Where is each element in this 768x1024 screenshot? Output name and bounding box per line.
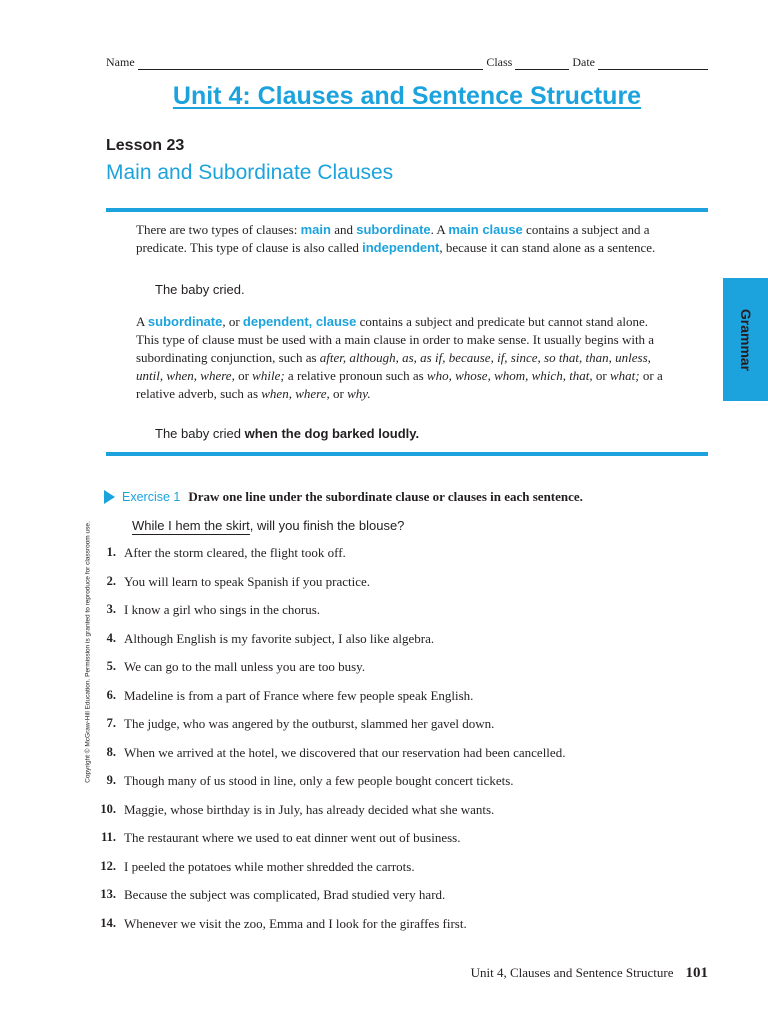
item-sentence[interactable]: You will learn to speak Spanish if you practice. [124,573,370,589]
item-sentence[interactable]: Although English is my favorite subject, I also like algebra. [124,630,435,646]
exercise-item [0,659,700,679]
name-label: Name [106,55,135,69]
exercise-item [0,574,700,594]
item-number: 8. [106,744,116,759]
item-sentence[interactable]: When we arrived at the hotel, we discovered that our reservation had been cancelled. [124,744,566,760]
exercise-item [0,916,700,936]
date-label: Date [572,55,595,69]
exercise-item [0,631,700,651]
lesson-label: Lesson 23 [106,137,185,154]
exercise-header [104,489,583,505]
item-sentence[interactable]: We can go to the mall unless you are too busy. [124,659,366,674]
item-number: 2. [106,573,116,588]
arrow-right-icon [104,490,115,504]
lesson-title: Main and Subordinate Clauses [106,161,394,184]
item-number: 5. [106,659,116,673]
box-top-rule [106,208,708,212]
exercise-item [0,545,700,565]
term-main-clause: main clause [448,222,523,237]
exercise-instruction: Draw one line under the subordinate clause or clauses in each sentence. [188,489,583,504]
subordinate-clause-paragraph: A subordinate, or dependent, clause contains a subject and predicate but cannot stand alone. This type of clause must be used with a main clause in order to make sense. It usually begins with a subordinating conjunction, such as after, although, as, as if, because, if, since, so that, than, unless, until, when, where, or while; a relative pronoun such as who, whose, whom, which, that, or what; or a relative adverb, such as when, where, or why. [136,314,663,401]
term-subordinate: subordinate [356,222,431,237]
class-label: Class [486,55,513,69]
item-number: 11. [101,830,116,844]
item-number: 14. [100,915,116,930]
exercise-item [0,773,700,793]
item-sentence[interactable]: I know a girl who sings in the chorus. [124,602,321,617]
term-dependent-clause: dependent, clause [242,314,357,329]
item-sentence[interactable]: Madeline is from a part of France where few people speak English. [124,687,474,703]
item-number: 7. [106,716,116,730]
item-number: 4. [106,630,116,645]
term-main: main [300,222,331,237]
page-footer [471,965,708,982]
exercise-item [0,887,700,907]
term-independent: independent [362,240,440,255]
item-number: 1. [106,545,116,559]
side-tab-label: Grammar [737,308,754,371]
underlined-example-clause: While I hem the skirt [132,518,250,533]
item-sentence[interactable]: The judge, who was angered by the outburst, slammed her gavel down. [124,716,495,731]
term-subordinate-2: subordinate [147,314,223,329]
exercise-item [0,830,700,850]
main-clause-paragraph: There are two types of clauses: main and subordinate. A main clause contains a subject and a predicate. This type of clause is also called independent, because it can stand alone as a sentence. [136,222,656,255]
item-number: 6. [106,687,116,702]
item-number: 13. [100,887,116,901]
copyright-notice: Copyright © McGraw-Hill Education. Permission is granted to reproduce for classroom use. [84,521,92,783]
item-number: 12. [100,858,116,873]
exercise-item [0,716,700,736]
page-number: 101 [685,965,708,981]
exercise-item [0,688,700,708]
footer-text: Unit 4, Clauses and Sentence Structure [470,965,674,980]
item-sentence[interactable]: Because the subject was complicated, Brad studied very hard. [124,887,446,902]
class-field[interactable] [515,58,569,70]
exercise-label: Exercise 1 [122,490,181,504]
item-sentence[interactable]: Whenever we visit the zoo, Emma and I look for the giraffes first. [124,915,467,931]
exercise-item [0,802,700,822]
item-sentence[interactable]: Maggie, whose birthday is in July, has already decided what she wants. [124,801,495,817]
item-sentence[interactable]: I peeled the potatoes while mother shredded the carrots. [124,858,415,874]
unit-title: Unit 4: Clauses and Sentence Structure [172,82,642,110]
item-number: 10. [100,801,116,816]
exercise-item [0,745,700,765]
date-field[interactable] [598,58,708,70]
example-main-clause: The baby cried. [155,282,245,297]
example-subordinate-clause: The baby cried when the dog barked loudly. [155,426,420,441]
name-class-date-row [106,55,708,70]
exercise-item [0,859,700,879]
exercise-item [0,602,700,622]
item-sentence[interactable]: The restaurant where we used to eat dinner went out of business. [124,830,461,845]
name-field[interactable] [138,58,484,70]
item-number: 3. [106,602,116,616]
item-sentence[interactable]: After the storm cleared, the flight took off. [124,545,346,560]
grammar-side-tab [723,278,768,401]
box-bottom-rule [106,452,708,456]
exercise-example: While I hem the skirt, will you finish the blouse? [132,518,405,533]
item-number: 9. [106,773,116,787]
item-sentence[interactable]: Though many of us stood in line, only a few people bought concert tickets. [124,773,514,788]
